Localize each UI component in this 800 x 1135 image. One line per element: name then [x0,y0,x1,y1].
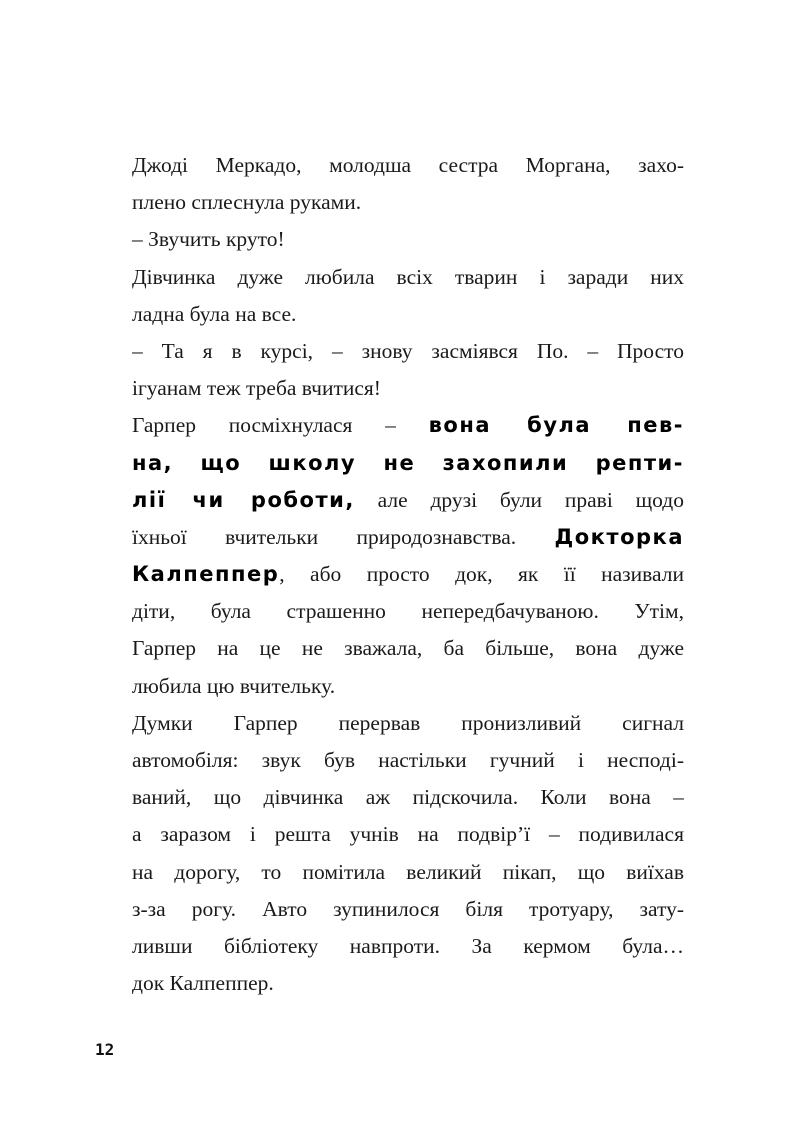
text-run: – Звучить круто! [132,227,285,252]
text-run: з-за рогу. Авто зупинилося біля тротуару, зату- [132,896,684,921]
text-run: любила цю вчительку. [132,673,336,698]
text-run: на дорогу, то помітила великий пікап, що виїхав [132,859,684,884]
text-run: автомобіля: звук був настільки гучний і несподі- [132,748,684,772]
text-run: плено сплеснула руками. [132,190,362,215]
text-line [132,333,684,370]
text-line [132,370,684,407]
text-line [132,482,684,519]
text-line [132,407,684,444]
text-line [132,259,684,296]
text-line [132,221,684,258]
text-run: док Калпеппер. [132,971,274,996]
text-line [132,519,684,556]
highlighted-phrase: Калпеппер [132,562,280,587]
text-line [132,965,684,1002]
text-line [132,854,684,891]
text-run: а заразом і решта учнів на подвір’ї – подивилася [132,822,684,847]
text-line [132,742,684,779]
text-run: ладна була на все. [132,301,297,326]
text-line [132,816,684,853]
text-line [132,630,684,667]
text-run: Джоді Меркадо, молодша сестра Моргана, захо- [132,153,684,177]
highlighted-phrase: лії чи роботи, [132,487,355,512]
highlighted-phrase: Докторка [554,524,684,549]
text-line [132,296,684,333]
text-run: Дівчинка дуже любила всіх тварин і заради них [132,264,684,289]
text-line [132,705,684,742]
text-run: їхньої вчительки природознавства. [132,524,555,549]
text-line [132,593,684,630]
text-run: діти, була страшенно непередбачуваною. Утім, [132,599,684,624]
text-run: але друзі були праві щодо [354,487,684,512]
body-text [132,147,684,1002]
highlighted-phrase: вона була пев- [428,413,684,438]
text-run: Гарпер посміхнулася – [132,413,429,438]
text-run: , або просто док, як її називали [279,562,684,587]
text-line [132,928,684,965]
text-line [132,184,684,221]
text-run: Гарпер на це не зважала, ба більше, вона дуже [132,636,684,661]
text-line [132,147,684,184]
page-number: 12 [95,1040,115,1059]
text-run: – Та я в курсі, – знову засміявся По. – Просто [132,338,684,363]
text-line [132,445,684,482]
text-line [132,668,684,705]
text-run: ігуанам теж треба вчитися! [132,376,381,401]
text-run: ливши бібліотеку навпроти. За кермом була… [132,933,684,958]
text-line [132,891,684,928]
text-line [132,556,684,593]
text-run: ваний, що дівчинка аж підскочила. Коли вона – [132,785,684,810]
highlighted-phrase: на, що школу не захопили репти- [132,450,684,475]
text-run: Думки Гарпер перервав пронизливий сигнал [132,710,684,735]
text-line [132,779,684,816]
